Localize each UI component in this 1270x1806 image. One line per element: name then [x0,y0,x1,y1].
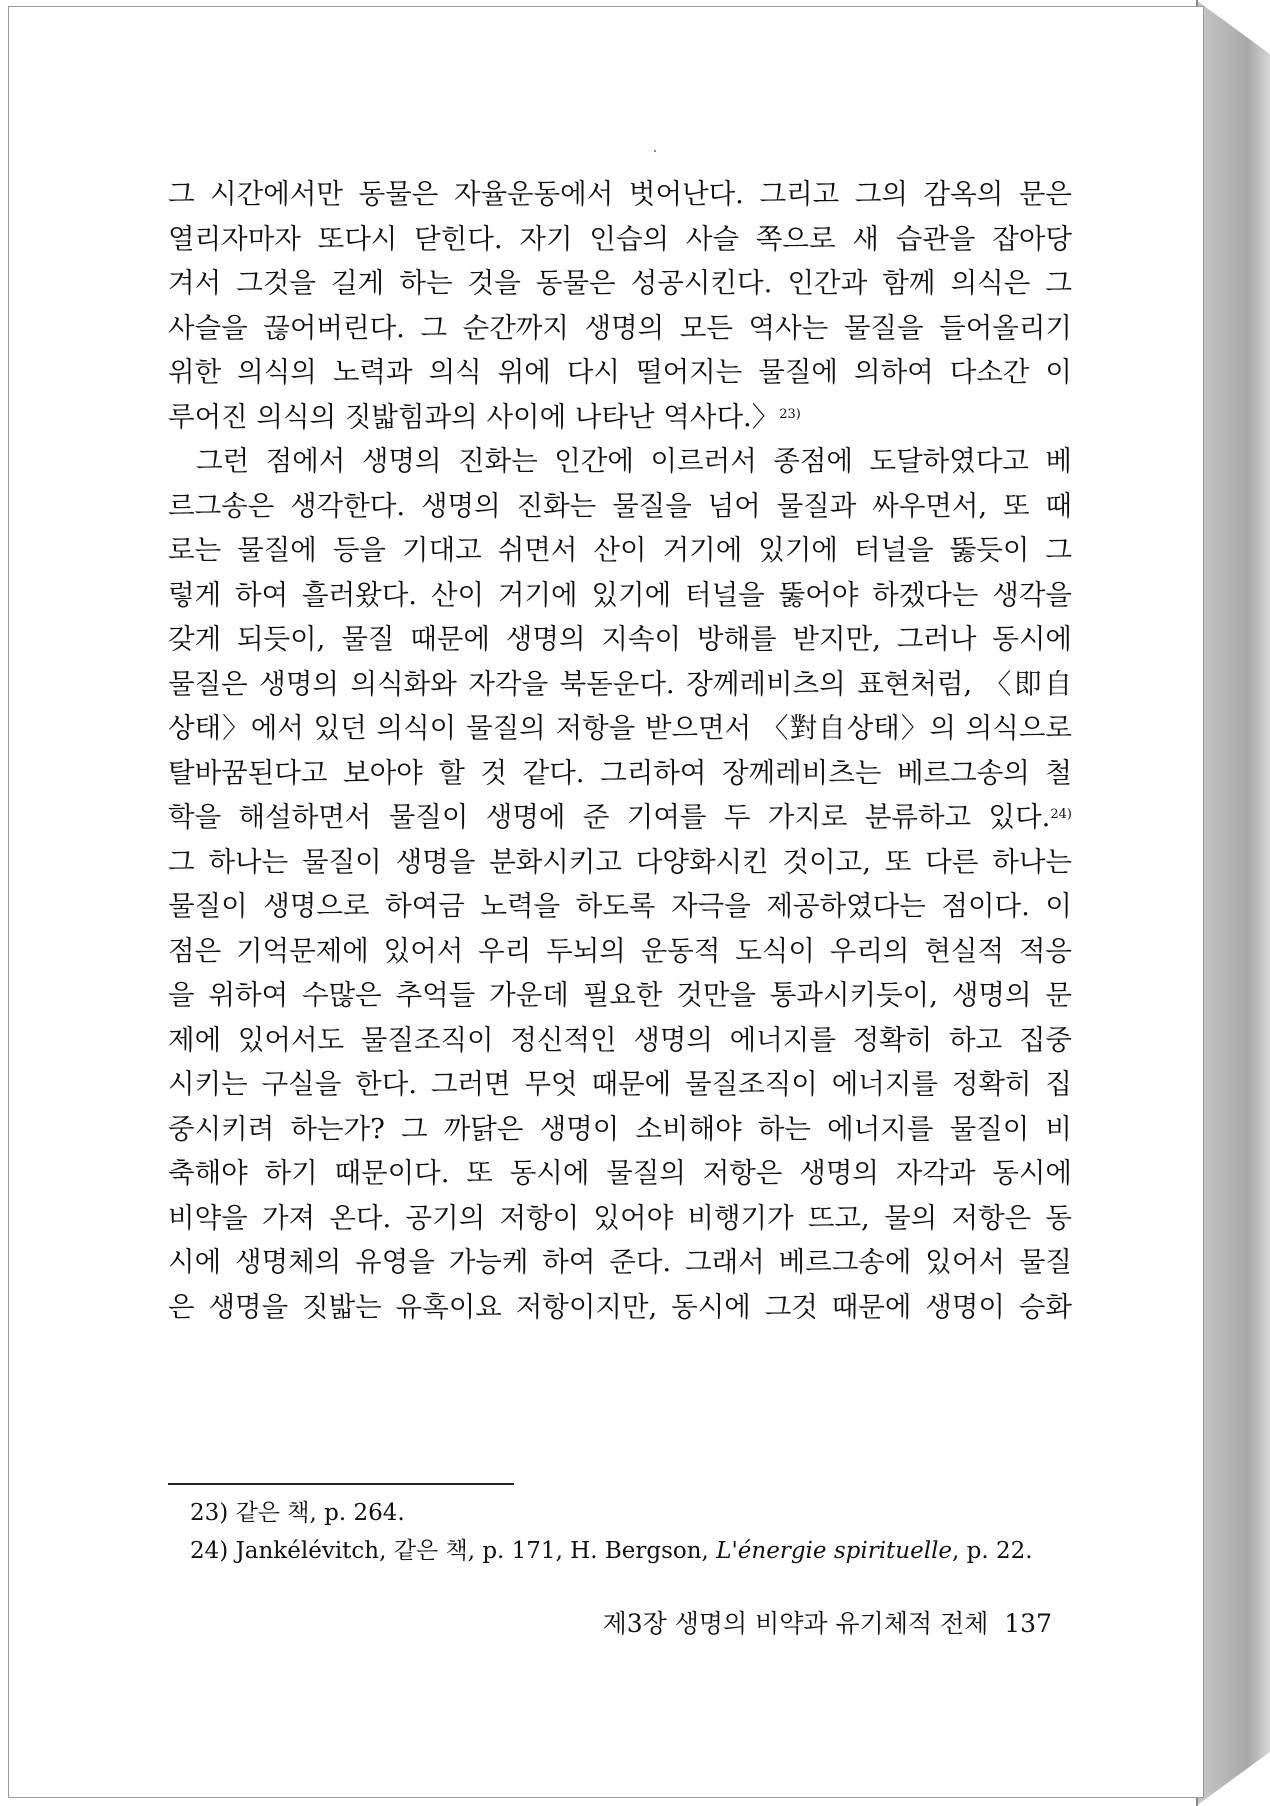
text-line: 렇게 하여 흘러왔다. 산이 거기에 있기에 터널을 뚫어야 하겠다는 생각을 [168,578,1072,611]
text-line: 그 하나는 물질이 생명을 분화시키고 다양화시킨 것이고, 또 다른 하나는 [168,845,1072,878]
footnote-23 [190,1494,1070,1532]
text-line: 르그송은 생각한다. 생명의 진화는 물질을 넘어 물질과 싸우면서, 또 때 [168,489,1072,522]
footnote-ref: 23) [779,406,801,422]
text-line [168,395,1072,440]
text-line-content: 루어진 의식의 짓밟힘과의 사이에 나타난 역사다.〉 [168,400,780,433]
footnote-divider [168,1483,514,1485]
text-line: 열리자마자 또다시 닫힌다. 자기 인습의 사슬 쪽으로 새 습관을 잡아당 [168,222,1072,255]
footnote-text: Jankélévitch, 같은 책, p. 171, H. Bergson, [235,1538,709,1564]
text-line: 시키는 구실을 한다. 그러면 무엇 때문에 물질조직이 에너지를 정확히 집 [168,1068,1072,1100]
text-line: 그 시간에서만 동물은 자율운동에서 벗어난다. 그리고 그의 감옥의 문은 [168,178,1072,210]
text-line: 비약을 가져 온다. 공기의 저항이 있어야 비행기가 뜨고, 물의 저항은 동 [168,1201,1072,1234]
text-line: 갖게 되듯이, 물질 때문에 생명의 지속이 방해를 받지만, 그러나 동시에 [168,623,1072,655]
text-line: 탈바꿈된다고 보아야 할 것 같다. 그리하여 장께레비츠는 베르그송의 철 [168,756,1072,789]
text-line: 물질이 생명으로 하여금 노력을 하도록 자극을 제공하였다는 점이다. 이 [168,890,1072,922]
speck [654,150,656,152]
text-line: 사슬을 끊어버린다. 그 순간까지 생명의 모든 역사는 물질을 들어올리기 [168,311,1072,344]
chapter-title: 제3장 생명의 비약과 유기체적 전체 [602,1609,989,1638]
text-line: 상태〉에서 있던 의식이 물질의 저항을 받으면서 〈對自상태〉의 의식으로 [168,712,1072,744]
text-line: 겨서 그것을 길게 하는 것을 동물은 성공시킨다. 인간과 함께 의식은 그 [168,267,1072,299]
footnote-label: 23) [190,1500,229,1526]
text-line-content: 학을 해설하면서 물질이 생명에 준 기여를 두 가지로 분류하고 있다. [168,801,1051,833]
page-number: 137 [1004,1609,1052,1638]
text-line: 을 위하여 수많은 추억들 가운데 필요한 것만을 통과시키듯이, 생명의 문 [168,979,1072,1011]
running-footer [560,1604,1052,1640]
footnote-label: 24) [190,1538,229,1564]
text-line: 제에 있어서도 물질조직이 정신적인 생명의 에너지를 정확히 하고 집중 [168,1023,1072,1056]
text-line [168,795,1072,840]
text-line: 그런 점에서 생명의 진화는 인간에 이르러서 종점에 도달하였다고 베 [196,445,1072,477]
text-line: 시에 생명체의 유영을 가능케 하여 준다. 그래서 베르그송에 있어서 물질 [168,1246,1072,1278]
page-edge [1196,0,1270,1806]
footnote-book-title: L'énergie spirituelle [716,1538,953,1564]
text-line: 로는 물질에 등을 기대고 쉬면서 산이 거기에 있기에 터널을 뚫듯이 그 [168,534,1072,566]
footnote-tail: , p. 22. [952,1538,1033,1564]
text-line: 점은 기억문제에 있어서 우리 두뇌의 운동적 도식이 우리의 현실적 적응 [168,934,1072,967]
text-line: 축해야 하기 때문이다. 또 동시에 물질의 저항은 생명의 자각과 동시에 [168,1157,1072,1189]
text-line: 은 생명을 짓밟는 유혹이요 저항이지만, 동시에 그것 때문에 생명이 승화 [168,1290,1072,1323]
body-text [168,172,1072,1329]
footnotes [190,1494,1070,1570]
footnote-ref: 24) [1050,807,1072,822]
footnote-24 [190,1532,1070,1570]
text-line: 중시키려 하는가? 그 까닭은 생명이 소비해야 하는 에너지를 물질이 비 [168,1112,1072,1145]
text-line: 위한 의식의 노력과 의식 위에 다시 떨어지는 물질에 의하여 다소간 이 [168,356,1072,388]
footnote-text: 같은 책, p. 264. [235,1500,405,1526]
text-line: 물질은 생명의 의식화와 자각을 북돋운다. 장께레비츠의 표현처럼, 〈即自 [168,667,1072,700]
